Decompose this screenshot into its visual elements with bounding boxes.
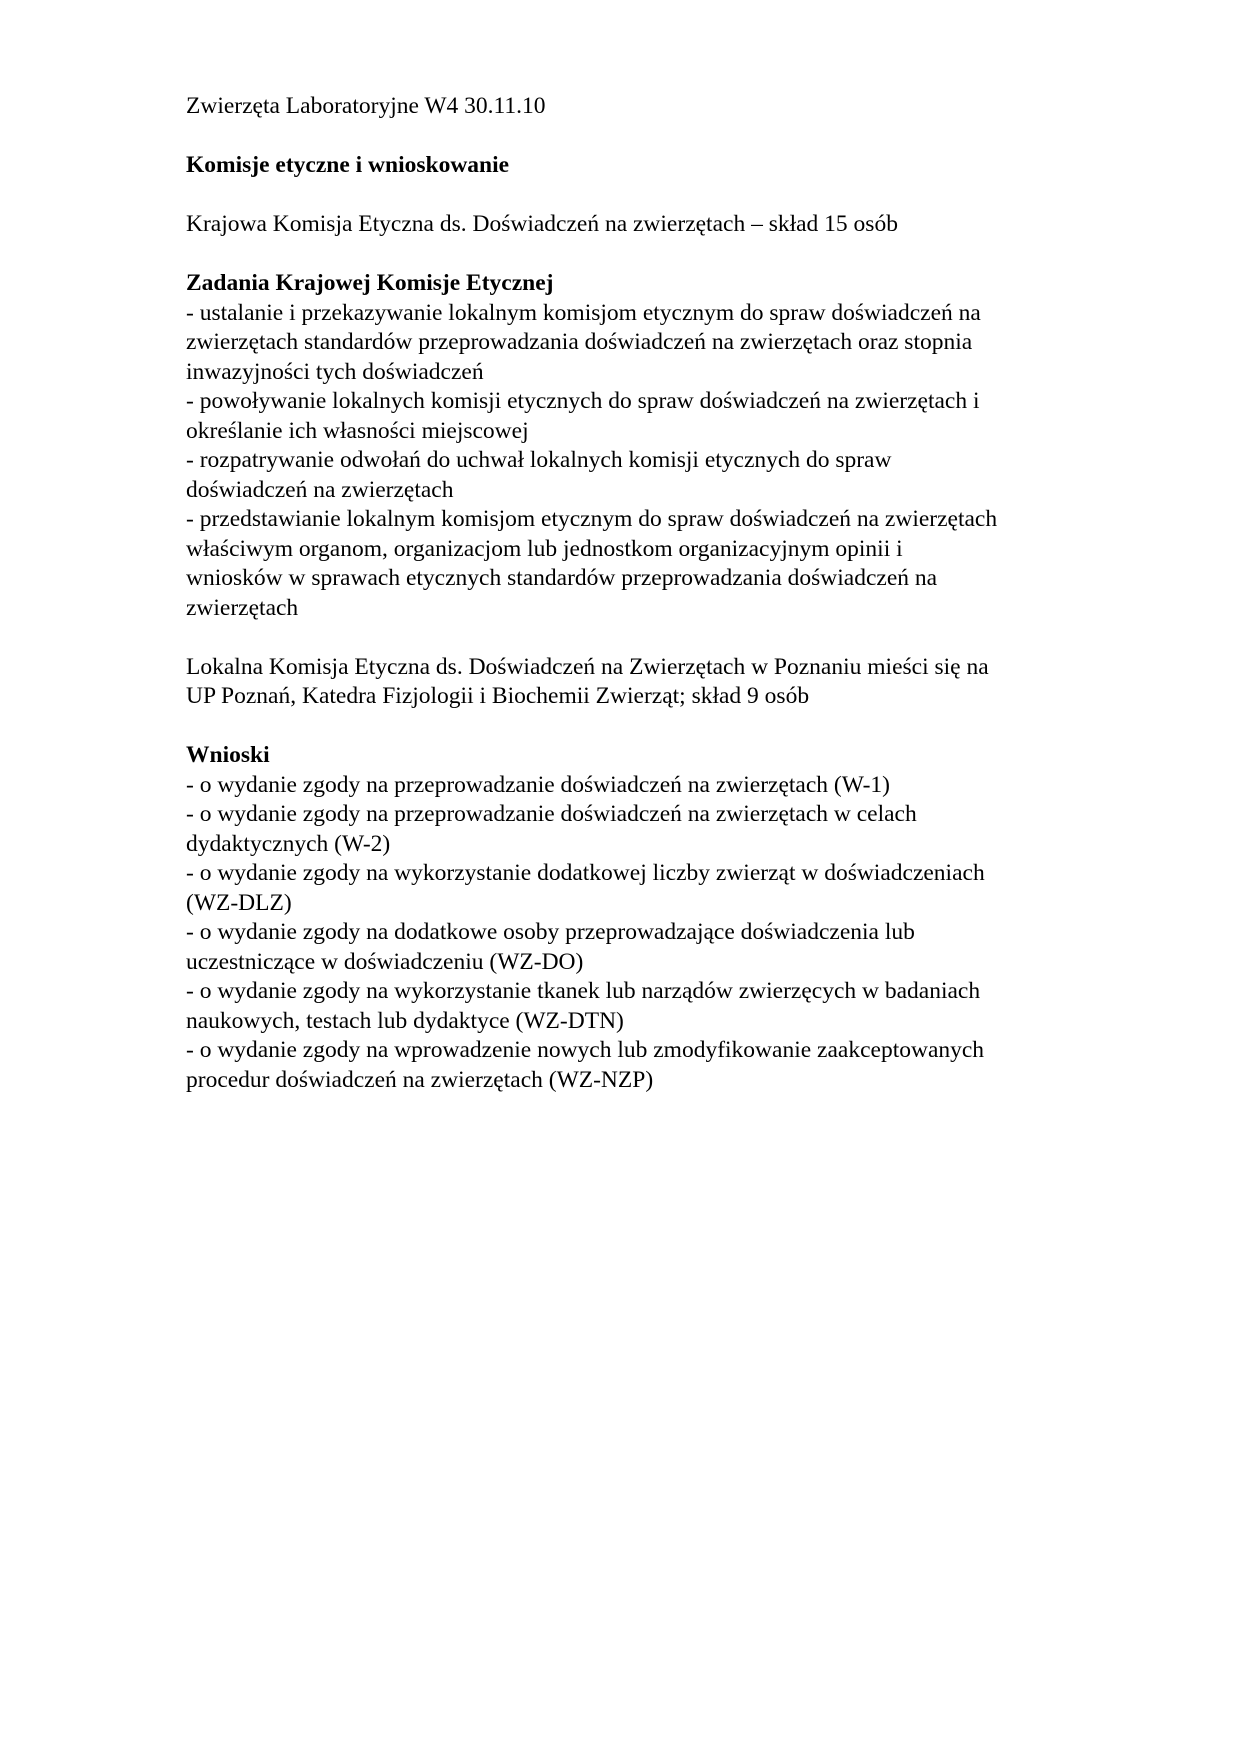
tasks-line: zwierzętach xyxy=(186,594,299,621)
spacer xyxy=(186,122,1066,152)
requests-line: uczestniczące w doświadczeniu (WZ-DO) xyxy=(186,948,584,975)
requests-line: naukowych, testach lub dydaktyce (WZ-DTN) xyxy=(186,1007,624,1034)
local-commission-paragraph xyxy=(186,653,1066,712)
requests-line: - o wydanie zgody na wykorzystanie tkanek lub narządów zwierzęcych w badaniach xyxy=(186,978,981,1004)
document-header: Zwierzęta Laboratoryjne W4 30.11.10 xyxy=(186,93,546,119)
tasks-line: doświadczeń na zwierzętach xyxy=(186,476,454,503)
tasks-line: - ustalanie i przekazywanie lokalnym komisjom etycznym do spraw doświadczeń na xyxy=(186,299,981,326)
requests-list xyxy=(186,771,1066,1096)
document-body xyxy=(186,92,1066,1095)
requests-line: - o wydanie zgody na wprowadzenie nowych lub zmodyfikowanie zaakceptowanych xyxy=(186,1037,985,1063)
local-line: UP Poznań, Katedra Fizjologii i Biochemii Zwierząt; skład 9 osób xyxy=(186,683,810,709)
tasks-line: - rozpatrywanie odwołań do uchwał lokalnych komisji etycznych do spraw xyxy=(186,447,892,473)
tasks-line: inwazyjności tych doświadczeń xyxy=(186,358,484,385)
spacer xyxy=(186,240,1066,270)
document-title: Komisje etyczne i wnioskowanie xyxy=(186,152,510,178)
tasks-list xyxy=(186,299,1066,624)
spacer xyxy=(186,712,1066,742)
tasks-line: - przedstawianie lokalnym komisjom etycznym do spraw doświadczeń na zwierzętach xyxy=(186,506,998,532)
local-line: Lokalna Komisja Etyczna ds. Doświadczeń na Zwierzętach w Poznaniu mieści się na xyxy=(186,653,989,680)
spacer xyxy=(186,181,1066,211)
tasks-line: właściwym organom, organizacjom lub jednostkom organizacyjnym opinii i xyxy=(186,535,903,562)
tasks-heading: Zadania Krajowej Komisje Etycznej xyxy=(186,270,554,296)
requests-heading: Wnioski xyxy=(186,742,270,768)
requests-line: - o wydanie zgody na wykorzystanie dodatkowej liczby zwierząt w doświadczeniach xyxy=(186,860,985,886)
requests-line: (WZ-DLZ) xyxy=(186,889,292,916)
requests-line: procedur doświadczeń na zwierzętach (WZ-NZP) xyxy=(186,1066,654,1093)
requests-line: - o wydanie zgody na dodatkowe osoby przeprowadzające doświadczenia lub xyxy=(186,919,915,945)
intro-paragraph: Krajowa Komisja Etyczna ds. Doświadczeń na zwierzętach – skład 15 osób xyxy=(186,211,898,237)
requests-line: dydaktycznych (W-2) xyxy=(186,830,391,857)
tasks-line: zwierzętach standardów przeprowadzania doświadczeń na zwierzętach oraz stopnia xyxy=(186,329,973,355)
tasks-line: wniosków w sprawach etycznych standardów przeprowadzania doświadczeń na xyxy=(186,565,938,591)
requests-line: - o wydanie zgody na przeprowadzanie doświadczeń na zwierzętach (W-1) xyxy=(186,771,891,798)
requests-line: - o wydanie zgody na przeprowadzanie doświadczeń na zwierzętach w celach xyxy=(186,801,917,827)
tasks-line: określanie ich własności miejscowej xyxy=(186,417,529,444)
spacer xyxy=(186,623,1066,653)
tasks-line: - powoływanie lokalnych komisji etycznych do spraw doświadczeń na zwierzętach i xyxy=(186,388,980,414)
